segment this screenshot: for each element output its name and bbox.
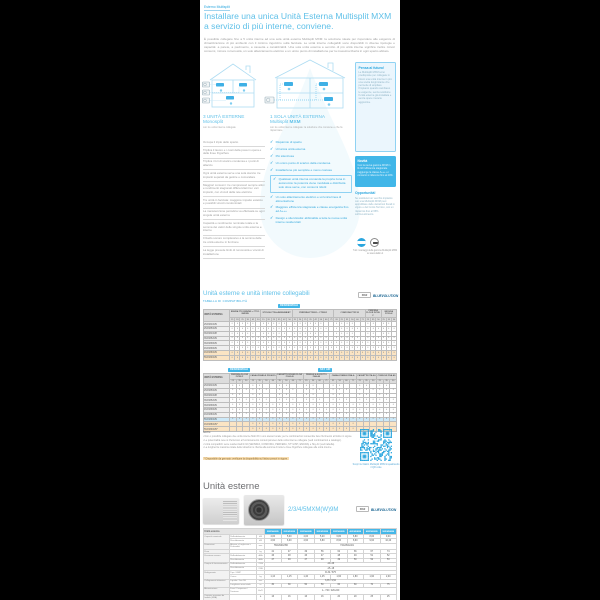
compat-row: 4MXM80M9* • • • • • • • • • • • • • • • • [204, 422, 397, 427]
monosplit-con-item: Triplica il lavoro e i costi della posa in opera e delle linee frigorifere [203, 147, 265, 159]
indoor-series-header: COMFORA FTXP-M [334, 310, 365, 318]
multisplit-pro-item: ✓ Un'unica unità esterna [270, 146, 306, 151]
eyebrow-label: Esterno Multisplit [204, 5, 230, 9]
spec-row: Peso kg 41 47 49 56 62 66 67 74 [204, 550, 397, 554]
spec-row: Riscaldamento °CBU -15~18 [204, 567, 397, 571]
spec-model-header: 2MXM40M9 [265, 529, 282, 535]
spec-row: Carica kg 1,10 1,15 1,40 1,45 1,60 1,80 1,90 2,00 [204, 575, 397, 579]
monosplit-con-item: Occupa il triplo dello spazio [203, 139, 265, 147]
multisplit-pro-item: ✓ Qualsiasi unità interna comanda la propria zona in autonomia: la potenza viene modulata e distribuita solo dove serve, con consumi ridotti [270, 175, 352, 192]
spec-model-header: 3MXM52M9 [314, 529, 331, 535]
multisplit-heading: 1 SOLA UNITÀ ESTERNA [270, 114, 325, 119]
indoor-series-header: CONSOLE FNA-A9 [377, 375, 396, 378]
multisplit-pro-item: ✓ Risparmio di spazio [270, 139, 302, 144]
page-title: Installare una unica Unità Esterna Multisplit MXM a servizio di più interne, conviene. [204, 11, 392, 31]
compat-row: 3MXM68M9 • • • • • • • • • • • • • • • • • • • • • • • • • [204, 403, 397, 408]
orange-note: * Disponibile da gennaio: verificare la disponibilità sul listino prezzi in vigore. [203, 457, 288, 460]
compat-row: 3MXM40M8 • • • • • • • • • • • • • • • • • • • • • • • • [204, 331, 397, 336]
bluevolution-logo-2: BLUEVOLUTION [371, 507, 397, 512]
skyair-label: SKY AIR [320, 368, 331, 372]
compat-row: 3MXM52M9 • • • • • • • • • • • • • • • • • • • • • [204, 398, 397, 403]
spec-model-header: 3MXM68M9 [331, 529, 348, 535]
spec-row: Campo di funzionamento Raffreddamento °CBS -10~46 [204, 562, 397, 566]
table-corner-header: UNITÀ ESTERNA [204, 310, 230, 322]
compat-row: 5MXM90M9* • • • • • • • • • • • • • • • • [204, 427, 397, 432]
sidebar-box-future [355, 62, 396, 152]
indoor-series-header: PERFERA FLOOR FVXM-F [231, 374, 249, 379]
outdoor-models-label: 2/3/4/5MXM(W)9M [288, 507, 339, 513]
daikin-service-badge-icon [357, 238, 366, 247]
indoor-series-header: CASSETTE FFA-A9 [357, 375, 376, 378]
multisplit-pro-item: ✓ Maggiore efficienza stagionale e classe energetica fino ad A+++ [270, 205, 349, 214]
check-icon: ✓ [270, 146, 274, 151]
sidebar-box-novita-title: Novità [357, 158, 368, 163]
badge-caption: Tutti i vantaggi della gamma Multisplit MXM su www.daikin.it [352, 250, 398, 255]
monosplit-con-item: Tre unità in facciata: maggiore impatto estetico e possibili vincoli condominiali [203, 197, 265, 209]
indoor-series-header: STYLISH FTXA-AW/BS/BB/BT [261, 310, 292, 318]
brochure-page [200, 0, 400, 600]
compat-row: 5MXM90M9 • • • • • • • • • • • • • • • • • • • • • • • • • [204, 417, 397, 422]
sidebar-box-future-title: Pensa al futuro! [358, 65, 385, 70]
spec-row: Lunghezza max totale m 30 30 50 50 60 60 70 75 [204, 583, 397, 587]
check-icon: ✓ [270, 194, 274, 199]
check-icon: ✓ [273, 177, 277, 182]
multisplit-heading-block [270, 114, 350, 132]
compat-row: 4MXM68M9 • • • • • • • • • • • • • • • • • • • • • • • • • • • • • • • • [204, 346, 397, 351]
note-line: • Non è possibile collegare due unità interne Multi R in uno stesso locale; per le combinazioni consentite fare riferimento al listino in vigore. [203, 435, 353, 439]
compat-row: 3MXM68M9 • • • • • • • • • • • • • • • • • • • • • • • • • • • • • • • • [204, 341, 397, 346]
sidebar-box-novita-text: Con la nuova gamma MXM in R-32 l'efficienza stagionale raggiunge la classe A+++ e i consumi si riducono fino al 20%. [357, 164, 394, 177]
spec-row: Pressione sonora Raffreddamento dBA 46 48 46 47 48 49 51 52 [204, 554, 397, 558]
sidebar-box-opportunita [355, 191, 396, 216]
spec-model-header: 3MXM40M8 [298, 529, 315, 535]
spec-row: Collegamenti tubazioni Liquido / Gas DE mm 6,35 / 9,52 [204, 579, 397, 583]
spec-row: Dimensioni Altezza x Larghezza x Profondità mm 552x840x350 734x954x401 [204, 543, 397, 550]
compat-row: 5MXM90M9 • • • • • • • • • • • • • • • • • • • • • • • • • • • • • • • • [204, 355, 397, 360]
spec-table [203, 528, 396, 600]
compat-row: 2MXM40M9 • • • • • • • • • • • • • • [204, 383, 397, 388]
sidebar-box-novita [355, 156, 396, 187]
r32-badge-2: R32 [356, 506, 369, 512]
monosplit-con-item: Ogni unità esterna serve una sola stanza: tre impianti separati da gestire e comandare [203, 170, 265, 182]
indoor-series-header: PERFERA FTXM-R + CTXM-R [292, 310, 334, 318]
multisplit-note: con tre unità interne collegate: la soluzione che conviene e che fa risparmiare [270, 125, 343, 132]
compat-table-skyair: UNITÀ ESTERNA PERFERA FLOOR FVXM-F CANALIZZABILE FDXM-F9 CASSETTE ROUND FLOW FCAG-B PENSILE A SOFFITTO FHA-A9 CANALIZZABILE FBA-A CASSETTE FFA-A9 CONSOLE FNA-A9 25 35 50 25 35 50 60 35 50 60 71 35 50 60 71 35 50 60 71 25 35 50 25 35 50 2MXM40M9 • • • • • • • • • • • • • • 2MXM50M9 • • • • • • • • • • • • • • • • • • • • • 3MXM40M8 • • • • • • • • • • • • • • 3MXM52M9 • • • • • • • • • • • • • • • • • • • • • 3MXM68M9 • • • • • • • • • • • • • • • • • • • • • • • • • 4MXM68M9 • • • • • • • • • • • • • • • • • • • • • • • • • 4MXM80M9 • • • • • • • • • • • • • • • • • • • • • • • • • 5MXM90M9 • • • • • • • • • • • • • • • • • • • • • • • • • 4MXM80M9* • • • • • • • • • • • • • • • • 5MXM90M9* • • • • • • • • • • • • • • • • [204, 374, 396, 431]
monosplit-heading-block [203, 114, 263, 129]
spec-row: Alimentazione Fase / Frequenza / Tensione Hz/V 1~ / 50 / 220-240 [204, 587, 397, 594]
compat-row: 2MXM40M9 • • • • • • • • • • • • • • • • • • • • • • • • [204, 322, 397, 327]
qr-caption: Scopri le Daikin Multisplit MXM inquadrando il QR code [352, 463, 400, 470]
check-icon: ✓ [270, 216, 274, 221]
monosplit-heading: 3 UNITÀ ESTERNE [203, 114, 245, 119]
check-icon: ✓ [270, 153, 274, 158]
outdoor-unit-photo-fan [244, 495, 284, 525]
check-icon: ✓ [270, 167, 274, 172]
check-icon: ✓ [270, 160, 274, 165]
multisplit-subheading: Multisplit MXM [270, 119, 301, 125]
check-icon: ✓ [270, 205, 274, 210]
indoor-series-header: CASSETTE ROUND FLOW FCAG-B [277, 374, 303, 379]
monosplit-con-item: Capacità e rendimento nominale totale è la somma dei valori delle singole unità esterne e interne [203, 220, 265, 235]
multisplit-pro-item: ✓ Installazione più semplice e meno costosa [270, 167, 332, 172]
monosplit-con-item: La legge prevede limiti di rumorosità e vincoli di installazione [203, 247, 265, 259]
note-line: • Unità compatibili: serie residenziali R-32 (SENSIRA, COMFORA, PERFERA, STYLISH, EMURA) e Sky Air (vedi tabella). [203, 442, 335, 446]
note-line: • Le potenzialità rese si riferiscono al funzionamento contemporaneo delle unità interne collegate (vedi combinazioni a catalogo). [203, 438, 342, 442]
sidebar-box-opportunita-title: Opportunità! [355, 191, 376, 195]
house-illustration-multisplit [264, 56, 352, 113]
monosplit-subheading: Monosplit [203, 119, 224, 125]
sidebar-box-future-text: Le Multisplit MXM sono predisposte per collegare in futuro una unità interna in più: una scelta lungimirante che permette di ampliare l'impianto quando cambiano le esigenze, senza sostituire l'unità esterna già installata e senza opere murarie aggiuntive. [358, 71, 393, 104]
monosplit-cons-list [203, 139, 265, 259]
notes-title: NOTE: [203, 431, 212, 434]
compat-section-title: Unità esterne e unità interne collegabili [203, 290, 310, 297]
indoor-series-header: PERFERA FLOOR FVXM-F [366, 310, 381, 317]
compat-row: 2MXM50M9 • • • • • • • • • • • • • • • • • • • • • • • • • • • • • • [204, 327, 397, 332]
sidebar-box-opportunita-text: Se sostituisci un vecchio impianto con una Multisplit MXM puoi approfittare delle detrazioni fiscali in vigore e del Conto Termico, con un risparmio fino al 65% sull'investimento. [355, 196, 395, 216]
spec-model-header: 4MXM80M9 [364, 529, 381, 535]
outdoor-section-title: Unità esterne [203, 481, 260, 492]
note-line: • La lunghezza massima totale delle tubazioni è riferita alla somma di tutte le linee frigorifere collegate alle unità interne. [203, 446, 333, 450]
spec-row: Capacità nominale Raffreddamento kW 4,00 5,00 4,00 5,20 6,80 6,80 8,00 9,00 [204, 535, 397, 539]
monosplit-note: con tre unità interne collegate [203, 125, 236, 129]
spec-row: Corrente massima da fusibile (MFA) A 16 16 16 16 20 20 25 25 [204, 594, 397, 600]
compat-section-subtitle: TABELLA DI COMPATIBILITÀ [203, 299, 248, 303]
multisplit-pro-item: ✓ Design e silenziosità: abbinabile a tutte le nuove unità interne residenziali [270, 216, 347, 224]
compat-table-residential: UNITÀ ESTERNA EMURA FTXJ-MW/MS + CTXJ-MW/MS STYLISH FTXA-AW/BS/BB/BT PERFERA FTXM-R + CTXM-R COMFORA FTXP-M PERFERA FLOOR FVXM-F NEXURA FVXG-K 15 20 25 35 42 50 15 20 25 35 42 50 15 20 25 35 42 50 60 71 20 25 35 50 60 71 25 35 50 25 35 50 2MXM40M9 • • • • • • • • • • • • • • • • • • • • • • • • 2MXM50M9 • • • • • • • • • • • • • • • • • • • • • • • • • • • • • • 3MXM40M8 • • • • • • • • • • • • • • • • • • • • • • • • 3MXM52M9 • • • • • • • • • • • • • • • • • • • • • • • • • • • • • • 3MXM68M9 • • • • • • • • • • • • • • • • • • • • • • • • • • • • • • • • 4MXM68M9 • • • • • • • • • • • • • • • • • • • • • • • • • • • • • • • • 4MXM80M9 • • • • • • • • • • • • • • • • • • • • • • • • • • • • • • • • 5MXM90M9 • • • • • • • • • • • • • • • • • • • • • • • • • • • • • • • • [204, 310, 396, 360]
compat-row: 3MXM40M8 • • • • • • • • • • • • • • [204, 393, 397, 398]
certification-badge-icon [370, 238, 379, 247]
table-corner-header: UNITÀ ESTERNA [204, 374, 230, 384]
multisplit-pro-item: ✓ Un unico punto di scarico della condensa [270, 160, 331, 165]
monosplit-con-item: Il livello sonoro complessivo è la somma delle tre unità esterne in funzione [203, 236, 265, 248]
residenziali-label: RESIDENZIALI [280, 304, 299, 308]
compat-row: 3MXM52M9 • • • • • • • • • • • • • • • • • • • • • • • • • • • • • • [204, 336, 397, 341]
monosplit-con-item: Maggiori consumi: tre compressori sempre attivi e rendimenti stagionali differenziati tra i vari impianti, con vincoli della rete elettrica [203, 182, 265, 197]
residenziali-label-2: RESIDENZIALI [230, 368, 249, 372]
indoor-series-header: NEXURA FVXG-K [381, 310, 397, 318]
indoor-series-header: EMURA FTXJ-MW/MS + CTXJ-MW/MS [230, 311, 260, 316]
fan-icon [248, 499, 270, 521]
bluevolution-logo: BLUEVOLUTION [373, 293, 399, 298]
multisplit-pro-item: ✓ Più silenziosa [270, 153, 294, 158]
spec-model-header: 2MXM50M9 [281, 529, 298, 535]
outdoor-unit-photo-front [203, 498, 239, 524]
spec-model-header: 4MXM68M9 [347, 529, 364, 535]
intro-paragraph: È possibile collegare fino a 5 unità interne ad una sola unità esterna Multisplit MXM: la soluzione ideale per rispondere alle esigenze di climatizzazione di più ambienti con il minimo ingombro sulla facciata. Le unità interne collegabili sono disponibili in diverse tipologie e capacità: a parete, a pavimento, a cassetta e canalizzabili. Una sola unità esterna a servizio di più unità interne significa inoltre minori consumi, minore rumorosità, un solo allacciamento elettrico e un unico punto di installazione per la massima libertà in ogni spazio abitato. [204, 37, 395, 54]
spec-row: Refrigerante Tipo / GWP R-32 / 675 [204, 571, 397, 575]
compat-row: 2MXM50M9 • • • • • • • • • • • • • • • • • • • • • [204, 388, 397, 393]
multisplit-pro-item: ✓ Un solo allacciamento elettrico e un'unica linea di alimentazione [270, 194, 342, 203]
spec-row: Riscaldamento kW 4,60 6,00 4,60 6,80 8,60 8,60 9,60 10,20 [204, 539, 397, 543]
notes-block [203, 431, 353, 450]
indoor-series-header: PENSILE A SOFFITTO FHA-A9 [303, 374, 330, 380]
spec-model-header: 5MXM90M9 [380, 529, 397, 535]
spec-corner-header: Unità esterna [204, 529, 265, 535]
indoor-series-header: CANALIZZABILE FDXM-F9 [250, 375, 276, 378]
compat-row: 4MXM80M9 • • • • • • • • • • • • • • • • • • • • • • • • • • • • • • • • [204, 351, 397, 356]
compat-row: 4MXM68M9 • • • • • • • • • • • • • • • • • • • • • • • • • [204, 407, 397, 412]
multisplit-pros-list [270, 139, 352, 226]
spec-row: Riscaldamento dBA 47 49 47 48 49 50 52 53 [204, 558, 397, 562]
check-icon: ✓ [270, 139, 274, 144]
qr-code [360, 429, 392, 461]
compat-row: 4MXM80M9 • • • • • • • • • • • • • • • • • • • • • • • • • [204, 412, 397, 417]
monosplit-con-item: La manutenzione periodica va effettuata su ogni singola unità esterna [203, 209, 265, 221]
monosplit-con-item: Triplica i fori di scarico condensa e i punti di allaccio [203, 159, 265, 171]
r32-badge: R32 [358, 292, 371, 298]
house-illustration-monosplit [202, 60, 260, 112]
indoor-series-header: CANALIZZABILE FBA-A [331, 375, 355, 378]
